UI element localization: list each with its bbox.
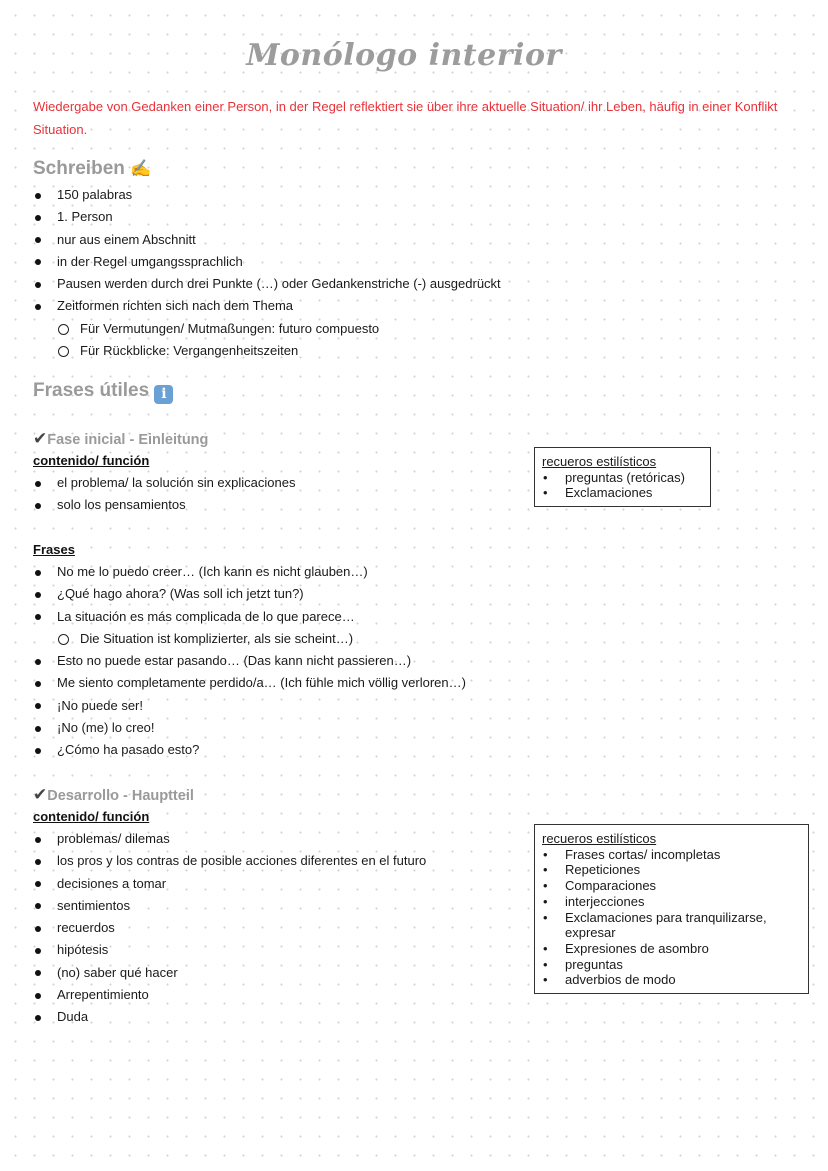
list-subitem: Die Situation ist komplizierter, als sie scheint…) [33, 628, 466, 650]
checkmark-icon: ✔ [33, 429, 48, 448]
frases-list [33, 561, 466, 762]
box-item: • adverbios de modo [542, 972, 798, 988]
box-item: • interjecciones [542, 894, 798, 910]
list-item: Duda [33, 1006, 426, 1028]
list-item: solo los pensamientos [33, 494, 295, 516]
list-item: (no) saber qué hacer [33, 962, 426, 984]
subsection-heading-fase-inicial [33, 429, 208, 449]
schreiben-heading-text: Schreiben [33, 158, 125, 179]
box-item: • Repeticiones [542, 862, 798, 878]
subsection-heading-desarrollo [33, 785, 194, 805]
list-item: problemas/ dilemas [33, 828, 426, 850]
list-item: recuerdos [33, 917, 426, 939]
box-item: • Frases cortas/ incompletas [542, 847, 798, 863]
frases-label: Frases [33, 542, 75, 557]
list-item: 1. Person [33, 206, 501, 228]
list-item: Esto no puede estar pasando… (Das kann nicht passieren…) [33, 650, 466, 672]
box-item: • Exclamaciones para tranquilizarse, expresar [542, 910, 798, 941]
list-item: No me lo puedo creer… (Ich kann es nicht glauben…) [33, 561, 466, 583]
list-item: decisiones a tomar [33, 873, 426, 895]
box-item: • Exclamaciones [542, 485, 700, 501]
list-item: los pros y los contras de posible acciones diferentes en el futuro [33, 850, 426, 872]
section-heading-frases-utiles [33, 380, 173, 404]
section-heading-schreiben [33, 158, 151, 180]
list-item: Me siento completamente perdido/a… (Ich fühle mich völlig verloren…) [33, 672, 466, 694]
writing-hand-icon: ✍ [130, 159, 152, 178]
list-item: ¡No (me) lo creo! [33, 717, 466, 739]
box-item: • Comparaciones [542, 878, 798, 894]
list-item: ¿Cómo ha pasado esto? [33, 739, 466, 761]
list-item: Arrepentimiento [33, 984, 426, 1006]
recursos-estilisticos-box [534, 824, 809, 994]
list-item: Pausen werden durch drei Punkte (…) oder Gedankenstriche (-) ausgedrückt [33, 273, 501, 295]
checkmark-icon: ✔ [33, 785, 48, 804]
desarrollo-heading-text: Desarrollo - Hauptteil [47, 788, 194, 804]
list-subitem: Für Rückblicke: Vergangenheitszeiten [33, 340, 501, 362]
list-item: sentimientos [33, 895, 426, 917]
box-title: recueros estilísticos [542, 454, 657, 469]
list-item: ¡No puede ser! [33, 695, 466, 717]
box-item: • Expresiones de asombro [542, 941, 798, 957]
list-item: ¿Qué hago ahora? (Was soll ich jetzt tun?) [33, 583, 466, 605]
list-subitem: Für Vermutungen/ Mutmaßungen: futuro compuesto [33, 318, 501, 340]
box-item: • preguntas (retóricas) [542, 470, 700, 486]
list-item: el problema/ la solución sin explicaciones [33, 472, 295, 494]
list-item: hipótesis [33, 939, 426, 961]
list-item: La situación es más complicada de lo que parece… [33, 606, 466, 628]
page-title: Monólogo interior [246, 38, 562, 73]
list-item: in der Regel umgangssprachlich [33, 251, 501, 273]
desarrollo-list [33, 828, 426, 1029]
frases-utiles-heading-text: Frases útiles [33, 380, 150, 401]
list-item: 150 palabras [33, 184, 501, 206]
contenido-label: contenido/ función [33, 453, 150, 468]
intro-text: Wiedergabe von Gedanken einer Person, in der Regel reflektiert sie über ihre aktuelle Situation/ ihr Leben, häufig in einer Konflikt Situation. [33, 99, 778, 137]
contenido-label: contenido/ función [33, 809, 150, 824]
list-item: nur aus einem Abschnitt [33, 229, 501, 251]
info-icon: i [154, 385, 173, 404]
fase-inicial-contenido-list [33, 472, 295, 517]
box-title: recueros estilísticos [542, 831, 657, 846]
recursos-estilisticos-box [534, 447, 711, 507]
list-item: Zeitformen richten sich nach dem Thema [33, 295, 501, 317]
fase-inicial-heading-text: Fase inicial - Einleitung [47, 432, 209, 448]
schreiben-list [33, 184, 501, 362]
box-item: • preguntas [542, 957, 798, 973]
